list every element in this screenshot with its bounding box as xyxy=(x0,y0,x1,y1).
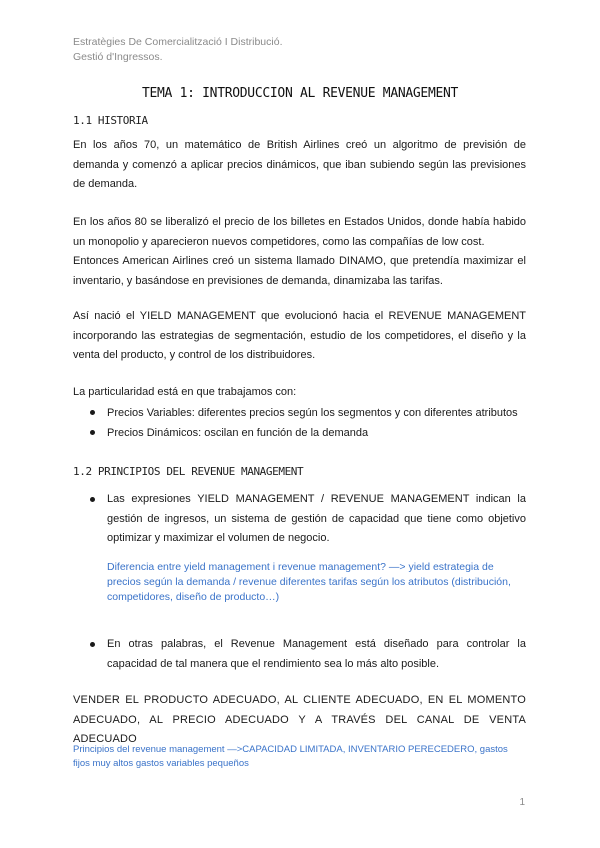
list-item: Precios Variables: diferentes precios según los segmentos y con diferentes atributos xyxy=(89,403,529,423)
header-line-2: Gestió d'Ingressos. xyxy=(73,51,163,63)
principles-footnote: Principios del revenue management —>CAPACIDAD LIMITADA, INVENTARIO PERECEDERO, gastos fijos muy altos gastos variables pequeños xyxy=(73,744,508,769)
list-item: Precios Dinámicos: oscilan en función de la demanda xyxy=(89,423,529,443)
page-number: 1 xyxy=(519,797,525,808)
annotation-note: Diferencia entre yield management i revenue management? —> yield estrategia de precios según la demanda / revenue diferentes tarifas según los atributos (distribución, competidores, diseño de producto…) xyxy=(107,561,511,603)
paragraph-3: Así nació el YIELD MANAGEMENT que evolucionó hacia el REVENUE MANAGEMENT incorporando las estrategias de segmentación, estudio de los competidores, el diseño y la venta del producto, y control de los distribuidores. xyxy=(73,310,526,361)
paragraph-2a: En los años 80 se liberalizó el precio de los billetes en Estados Unidos, donde había habido un monopolio y aparecieron nuevos competidores, como las compañías de low cost. xyxy=(73,216,526,248)
pricing-bullet-list xyxy=(89,403,529,443)
section-heading-principios: 1.2 PRINCIPIOS DEL REVENUE MANAGEMENT xyxy=(73,465,304,478)
principles-bullet-2: En otras palabras, el Revenue Management está diseñado para controlar la capacidad de tal manera que el rendimiento sea lo más alto posible. xyxy=(89,635,526,674)
key-principle-statement: VENDER EL PRODUCTO ADECUADO, AL CLIENTE ADECUADO, EN EL MOMENTO ADECUADO, AL PRECIO ADECUADO Y A TRAVÉS DEL CANAL DE VENTA ADECUADO xyxy=(73,694,526,745)
bullet-icon xyxy=(90,430,95,435)
principles-bullet-1: Las expresiones YIELD MANAGEMENT / REVENUE MANAGEMENT indican la gestión de ingresos, un sistema de gestión de capacidad que tiene como objetivo optimizar y maximizar el volumen de negocio. xyxy=(89,490,526,549)
bullet-icon xyxy=(90,410,95,415)
paragraph-4: La particularidad está en que trabajamos con: xyxy=(73,386,297,398)
bullet-icon xyxy=(90,642,95,647)
section-heading-historia: 1.1 HISTORIA xyxy=(73,114,148,127)
bullet-icon xyxy=(90,497,95,502)
paragraph-2b: Entonces American Airlines creó un sistema llamado DINAMO, que pretendía maximizar el inventario, y basándose en previsiones de demanda, dinamizaba las tarifas. xyxy=(73,255,526,287)
paragraph-1: En los años 70, un matemático de British Airlines creó un algoritmo de previsión de demanda y comenzó a aplicar precios dinámicos, que iban subiendo según las previsiones de demanda. xyxy=(73,139,526,190)
header-line-1: Estratègies De Comercialització I Distribució. xyxy=(73,36,283,48)
document-title: TEMA 1: INTRODUCCION AL REVENUE MANAGEMENT xyxy=(141,86,459,101)
running-header xyxy=(73,35,283,65)
